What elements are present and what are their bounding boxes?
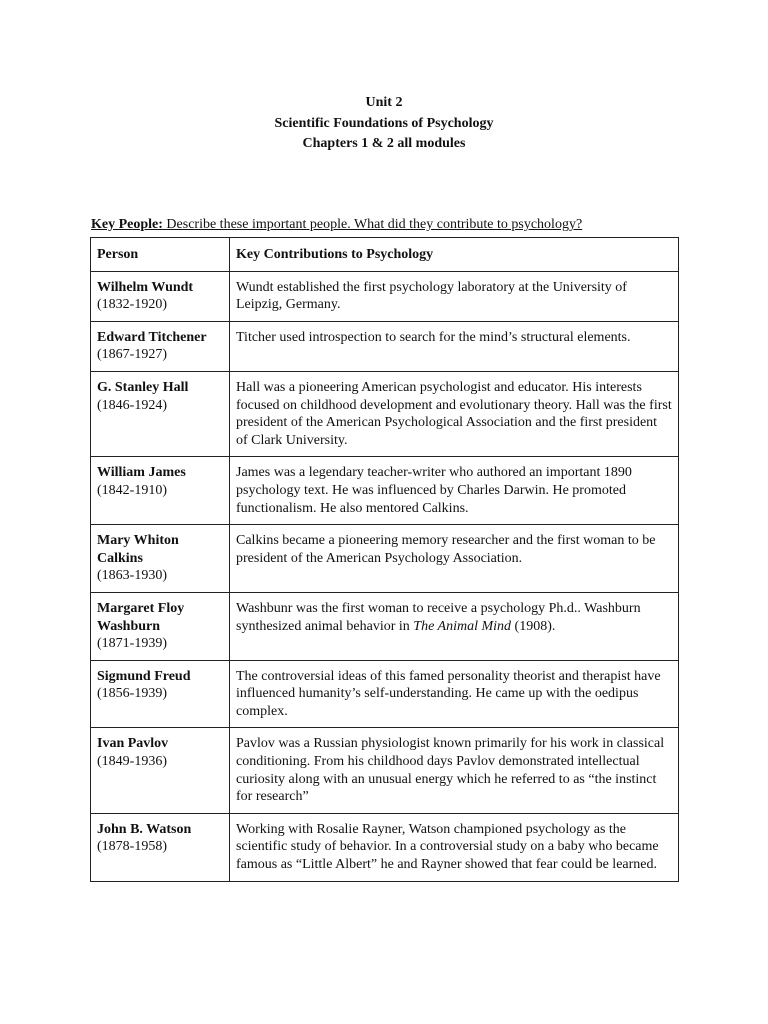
table-row xyxy=(91,321,679,371)
person-cell xyxy=(91,457,230,525)
person-cell xyxy=(91,813,230,881)
person-dates: (1832-1920) xyxy=(97,297,167,313)
contribution-cell xyxy=(230,592,679,660)
person-name: John B. Watson xyxy=(97,821,192,837)
table-row xyxy=(91,592,679,660)
person-cell xyxy=(91,660,230,728)
person-name: Ivan Pavlov xyxy=(97,736,169,752)
person-name: Margaret Floy Washburn xyxy=(97,600,185,634)
contribution-cell: James was a legendary teacher-writer who authored an important 1890 psychology text. He was influenced by Charles Darwin. He promoted functionalism. He also mentored Calkins. xyxy=(230,457,679,525)
table-row xyxy=(91,457,679,525)
person-cell xyxy=(91,592,230,660)
person-cell xyxy=(91,271,230,321)
document-title: Scientific Foundations of Psychology xyxy=(274,115,494,131)
table-row xyxy=(91,371,679,456)
contribution-text: Washbunr was the first woman to receive a psychology Ph.d.. Washburn synthesized animal behavior in xyxy=(236,600,641,634)
unit-title: Unit 2 xyxy=(365,95,403,110)
person-name: Edward Titchener xyxy=(97,329,207,345)
person-name: Sigmund Freud xyxy=(97,668,191,684)
contribution-cell: Titcher used introspection to search for the mind’s structural elements. xyxy=(230,321,679,371)
contribution-cell: Hall was a pioneering American psychologist and educator. His interests focused on childhood development and evolutionary theory. Hall was the first president of the American Psychological Association and the first president of Clark University. xyxy=(230,371,679,456)
person-dates: (1863-1930) xyxy=(97,568,167,584)
person-name: William James xyxy=(97,465,186,481)
contribution-cell: Working with Rosalie Rayner, Watson championed psychology as the scientific study of behavior. In a controversial study on a baby who became famous as “Little Albert” he and Rayner showed that fear could be learned. xyxy=(230,813,679,881)
person-dates: (1871-1939) xyxy=(97,636,167,652)
person-dates: (1878-1958) xyxy=(97,839,167,855)
column-header-contributions: Key Contributions to Psychology xyxy=(230,238,679,272)
table-row xyxy=(91,660,679,728)
person-cell xyxy=(91,371,230,456)
person-cell xyxy=(91,321,230,371)
person-name: Wilhelm Wundt xyxy=(97,279,194,295)
book-title: The Animal Mind xyxy=(413,618,512,634)
column-header-person: Person xyxy=(91,238,230,272)
contribution-cell: Pavlov was a Russian physiologist known primarily for his work in classical conditioning. From his childhood days Pavlov demonstrated intellectual curiosity along with an unusual energy which he referred to as “the instinct for research” xyxy=(230,728,679,813)
chapters-line: Chapters 1 & 2 all modules xyxy=(302,136,466,151)
table-row xyxy=(91,271,679,321)
table-row xyxy=(91,525,679,593)
key-people-instructions: Describe these important people. What did they contribute to psychology? xyxy=(166,217,583,232)
contribution-text-end: (1908). xyxy=(511,618,556,634)
person-dates: (1849-1936) xyxy=(97,754,167,770)
person-cell xyxy=(91,728,230,813)
contribution-cell: Wundt established the first psychology laboratory at the University of Leipzig, Germany. xyxy=(230,271,679,321)
key-people-prompt xyxy=(91,216,691,234)
table-row xyxy=(91,728,679,813)
person-name: G. Stanley Hall xyxy=(97,379,189,395)
key-people-label: Key People: xyxy=(91,217,163,232)
person-dates: (1856-1939) xyxy=(97,686,167,702)
contribution-cell: Calkins became a pioneering memory researcher and the first woman to be president of the American Psychology Association. xyxy=(230,525,679,593)
person-dates: (1842-1910) xyxy=(97,482,167,498)
person-cell xyxy=(91,525,230,593)
table-row xyxy=(91,813,679,881)
table-header-row xyxy=(91,238,679,272)
person-name: Mary Whiton Calkins xyxy=(97,533,179,566)
contribution-cell: The controversial ideas of this famed personality theorist and therapist have influenced humanity’s self-understanding. He came up with the oedipus complex. xyxy=(230,660,679,728)
person-dates: (1867-1927) xyxy=(97,347,167,363)
person-dates: (1846-1924) xyxy=(97,397,167,413)
document-header xyxy=(0,93,768,155)
key-people-table xyxy=(90,237,679,882)
